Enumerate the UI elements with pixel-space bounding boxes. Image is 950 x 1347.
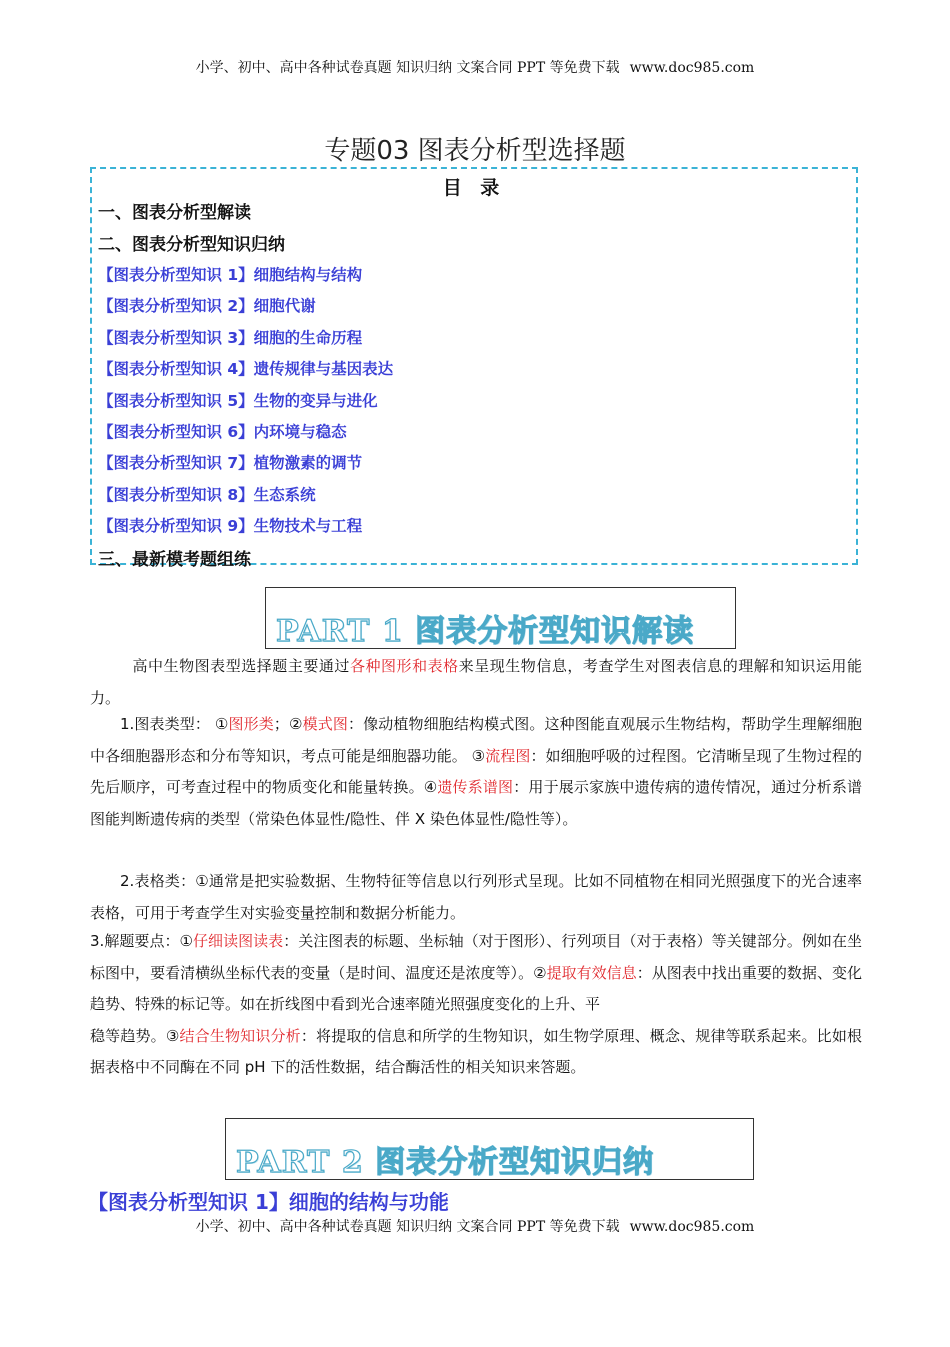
toc-item-knowledge-1[interactable]: 【图表分析型知识 1】细胞结构与结构 <box>98 266 363 284</box>
knowledge-1-heading: 【图表分析型知识 1】细胞的结构与功能 <box>88 1190 449 1214</box>
toc-item-knowledge-8[interactable]: 【图表分析型知识 8】生态系统 <box>98 486 316 504</box>
p3-text-c: ：关注图表的标题、坐标轴（对于图形）、行列项目（对于表格）等关键部分。例如在坐标图中，要看清横纵坐标代表的变量（是时间、温度还是浓度等）。② <box>90 932 862 982</box>
table-types-paragraph <box>90 866 862 929</box>
p1-text-e: ：像动植物细胞结构模式图。这种图能直观展示生物结构，帮助学生理解细胞中各细胞器形态和分布等知识，考点可能是细胞器功能。 ③ <box>90 715 862 765</box>
toc-title: 目 录 <box>442 177 506 199</box>
p1-highlight-model: 模式图 <box>302 715 348 733</box>
p3-text-f: 稳等趋势。③ <box>90 1026 180 1045</box>
p3-highlight-analyze: 结合生物知识分析 <box>179 1026 301 1045</box>
toc-item-knowledge-4[interactable]: 【图表分析型知识 4】遗传规律与基因表达 <box>98 360 394 378</box>
part1-banner-text: PART 1 图表分析型知识解读 <box>276 614 695 649</box>
page-footer <box>0 1216 950 1236</box>
footer-text: 小学、初中、高中各种试卷真题 知识归纳 文案合同 PPT 等免费下载 <box>195 1219 620 1235</box>
header-text: 小学、初中、高中各种试卷真题 知识归纳 文案合同 PPT 等免费下载 <box>195 60 620 76</box>
toc-item-knowledge-5[interactable]: 【图表分析型知识 5】生物的变异与进化 <box>98 392 378 410</box>
toc-item-knowledge-3[interactable]: 【图表分析型知识 3】细胞的生命历程 <box>98 329 363 347</box>
part1-banner <box>265 587 736 649</box>
intro-highlight: 各种图形和表格 <box>349 657 459 675</box>
p1-text-i: ：用于展示家族中遗传病的遗传情况，通过分析系谱图能判断遗传病的类型（常染色体显性/隐性、伴 X 染色体显性/隐性等）。 <box>90 778 862 828</box>
toc-item-knowledge-2[interactable]: 【图表分析型知识 2】细胞代谢 <box>98 297 316 315</box>
intro-paragraph <box>90 651 862 714</box>
p1-text-c: ；② <box>273 715 303 733</box>
intro-text: 高中生物图表型选择题主要通过 <box>132 657 350 675</box>
toc-item-section-3[interactable]: 三、最新模考题组练 <box>98 550 251 570</box>
page-header <box>0 57 950 77</box>
toc-item-section-1[interactable]: 一、图表分析型解读 <box>98 203 251 223</box>
intro-text-cont: 来呈现生物信息，考查学生对图表信息的理解和知识运用能力。 <box>90 657 862 707</box>
toc-item-section-2[interactable]: 二、图表分析型知识归纳 <box>98 235 285 255</box>
footer-url[interactable]: www.doc985.com <box>629 1219 755 1235</box>
p3-highlight-read: 仔细读图读表 <box>193 932 284 950</box>
chart-types-paragraph <box>90 709 862 835</box>
p1-highlight-pedigree: 遗传系谱图 <box>437 778 514 796</box>
toc-item-knowledge-9[interactable]: 【图表分析型知识 9】生物技术与工程 <box>98 517 363 535</box>
part2-banner <box>225 1118 754 1180</box>
document-title: 专题03 图表分析型选择题 <box>324 136 626 166</box>
p3-text-h: ：将提取的信息和所学的生物知识，如生物学原理、概念、规律等联系起来。比如根据表格中不同酶在不同 pH 下的活性数据，结合酶活性的相关知识来答题。 <box>90 1026 862 1076</box>
header-url[interactable]: www.doc985.com <box>629 60 755 76</box>
p3-text-a: 3.解题要点：① <box>90 932 193 950</box>
p3-text-e: ：从图表中找出重要的数据、变化趋势、特殊的标记等。如在折线图中看到光合速率随光照强度变化的上升、平 <box>90 963 862 1013</box>
solving-tips-paragraph <box>90 926 862 1084</box>
toc-item-knowledge-6[interactable]: 【图表分析型知识 6】内环境与稳态 <box>98 423 347 441</box>
p1-text-a: 1.图表类型： ① <box>120 715 229 733</box>
toc-item-knowledge-7[interactable]: 【图表分析型知识 7】植物激素的调节 <box>98 454 363 472</box>
p2-text: 2.表格类：①通常是把实验数据、生物特征等信息以行列形式呈现。比如不同植物在相同光照强度下的光合速率表格，可用于考查学生对实验变量控制和数据分析能力。 <box>90 872 862 922</box>
p1-highlight-graph: 图形类 <box>228 715 274 733</box>
table-of-contents <box>90 167 858 570</box>
p1-highlight-flow: 流程图 <box>485 746 531 765</box>
p1-text-g: ：如细胞呼吸的过程图。它清晰呈现了生物过程的先后顺序，可考查过程中的物质变化和能量转换。④ <box>90 746 862 796</box>
part2-banner-text: PART 2 图表分析型知识归纳 <box>236 1145 655 1180</box>
p3-highlight-extract: 提取有效信息 <box>546 963 637 982</box>
